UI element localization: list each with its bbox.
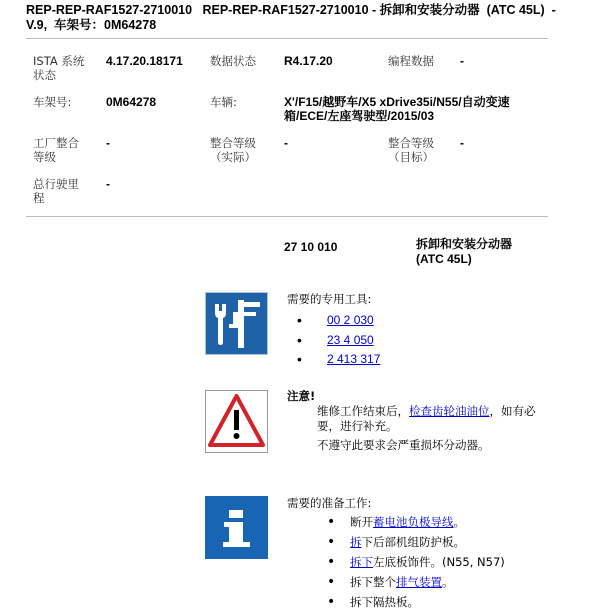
vin-value: 0M64278 (106, 95, 157, 109)
prep-item: • 拆下后部机组防护板。 (327, 534, 465, 550)
integration-actual-label: 整合等级（实际） (210, 136, 256, 164)
tool-link-3[interactable]: 2 413 317 (327, 352, 381, 366)
prog-data-label: 编程数据 (388, 54, 434, 68)
vehicle-value: X'/F15/越野车/X5 xDrive35i/N55/自动变速箱/ECE/左座驾驶型/2015/03 (284, 95, 510, 123)
prep-item: • 拆下左底板饰件。(N55, N57) (327, 554, 505, 570)
prep-item: • 拆下整个排气装置。 (327, 574, 454, 590)
procedure-name: 拆卸和安装分动器 (ATC 45L) (416, 237, 513, 266)
check-oil-level-link[interactable]: 检查齿轮油油位 (409, 404, 490, 418)
integration-target-label: 整合等级（目标） (388, 136, 434, 164)
vin-label: 车架号: (33, 95, 72, 109)
vehicle-label: 车辆: (210, 95, 237, 109)
tool-item: • 23 4 050 (297, 331, 374, 348)
ista-label: ISTA 系统状态 (33, 54, 85, 82)
prep-item: • 拆下隔热板。 (327, 594, 419, 610)
prep-list (287, 512, 587, 612)
tool-link-2[interactable]: 23 4 050 (327, 332, 374, 347)
integration-target-value: - (460, 136, 464, 150)
exhaust-system-link[interactable]: 排气装置 (396, 575, 442, 589)
prep-item: • 断开蓄电池负极导线。 (327, 514, 465, 530)
tools-list (297, 311, 487, 370)
note-line-1-rest: ，如有必要，进行补充。 (317, 404, 536, 433)
data-status-label: 数据状态 (210, 54, 256, 68)
note-line-2: 不遵守此要求会严重损坏分动器。 (317, 438, 490, 452)
note-title: 注意! (287, 389, 316, 403)
tool-item: • 2 413 317 (297, 351, 381, 367)
battery-cable-link[interactable]: 蓄电池负极导线 (373, 515, 454, 529)
integration-actual-value: - (284, 136, 288, 150)
data-status-value: R4.17.20 (284, 54, 333, 68)
procedure-number: 27 10 010 (284, 240, 338, 254)
special-tools-icon (205, 292, 268, 355)
factory-level-value: - (106, 136, 110, 150)
prep-title: 需要的准备工作: (287, 496, 372, 510)
note-line-1-text: 维修工作结束后， (317, 404, 409, 418)
remove-floor-trim-link[interactable]: 拆下 (350, 555, 373, 569)
tools-section (287, 292, 487, 370)
mileage-value: - (106, 177, 110, 191)
mileage-label: 总行驶里程 (33, 177, 79, 205)
tool-link-1[interactable]: 00 2 030 (327, 313, 374, 327)
tool-item: • 00 2 030 (297, 312, 374, 328)
info-icon (205, 496, 268, 559)
prog-data-value: - (460, 54, 464, 68)
tools-title: 需要的专用工具: (287, 292, 372, 306)
warning-triangle-icon (205, 390, 268, 453)
factory-level-label: 工厂整合等级 (33, 136, 79, 164)
document-title: REP-REP-RAF1527-2710010 REP-REP-RAF1527-2710010 - 拆卸和安装分动器 (ATC 45L) - V.9, 车架号：0M64278 (26, 3, 560, 32)
divider-top (26, 38, 548, 39)
divider-middle (26, 216, 548, 217)
note-line-1 (287, 404, 542, 434)
note-section (287, 389, 542, 453)
remove-underbody-guard-link[interactable]: 拆 (350, 535, 362, 549)
prep-section (287, 496, 587, 612)
ista-value: 4.17.20.18171 (106, 54, 183, 68)
